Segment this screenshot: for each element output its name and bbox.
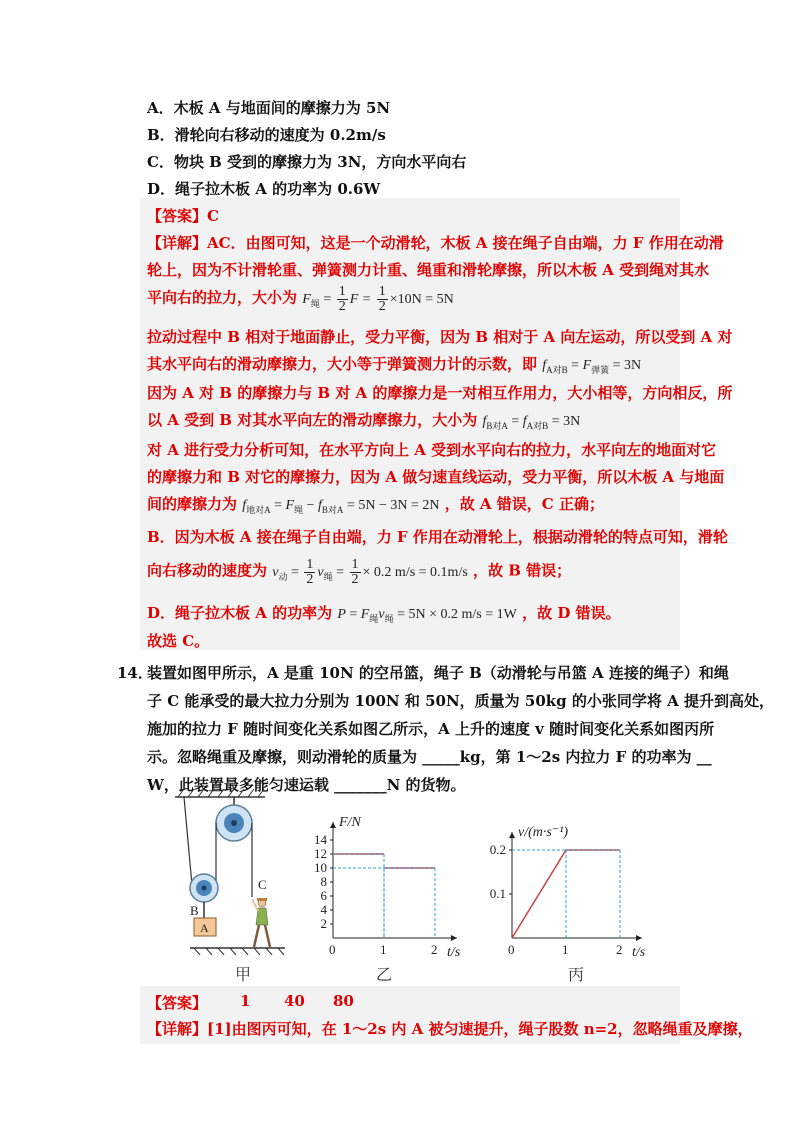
y-axis-label: v/(m·s⁻¹) <box>518 825 569 840</box>
series-line <box>512 850 620 938</box>
pulley-diagram <box>170 785 305 965</box>
answer14-value-3: 80 <box>333 992 354 1010</box>
detail-line-3 <box>147 285 454 314</box>
detail-line-6: 因为 A 对 B 的摩擦力与 B 对 A 的摩擦力是一对相互作用力，大小相等，方向相反，所 <box>147 384 733 402</box>
detail-line-12-end: ，故 B 错误； <box>473 561 572 580</box>
detail-line-9: 的摩擦力和 B 对它的摩擦力，因为 A 做匀速直线运动，受力平衡，所以木板 A 与地面 <box>147 468 725 486</box>
formula-v: $v_动$ = $\frac{1}{2}$ $v_绳$ = $\frac{1}{2}$ × 0.2 m/s = 0.1m/s <box>272 557 468 587</box>
q14-line-1: 装置如图甲所示，A 是重 10N 的空吊篮，绳子 B（动滑轮与吊篮 A 连接的绳子）和绳 <box>147 664 729 682</box>
answer14-label: 【答案】 <box>147 994 208 1012</box>
x-tick-label: 1 <box>562 942 569 957</box>
detail-line-2: 轮上，因为不计滑轮重、弹簧测力计重、绳重和滑轮摩擦，所以木板 A 受到绳对其水 <box>147 261 710 279</box>
y-tick-label: 10 <box>314 860 327 875</box>
formula-f-ground-value: = 5N − 3N = 2N <box>346 498 440 513</box>
detail-line-4: 拉动过程中 B 相对于地面静止，受力平衡，因为 B 相对于 A 向左运动，所以受到 A 对 <box>147 328 733 346</box>
x-tick-label: 2 <box>431 942 438 957</box>
formula-v-value: × 0.2 m/s = 0.1m/s <box>362 564 468 580</box>
figure-jia-caption: 甲 <box>235 965 252 984</box>
q14-line-2: 子 C 能承受的最大拉力分别为 100N 和 50N，质量为 50kg 的小张同学将 A 提升到高处， <box>147 692 774 710</box>
detail-line-13-text: D．绳子拉木板 A 的功率为 <box>147 604 333 622</box>
label-a: A <box>200 921 209 935</box>
option-c: C．物块 B 受到的摩擦力为 3N，方向水平向右 <box>147 153 467 171</box>
option-d: D．绳子拉木板 A 的功率为 0.6W <box>147 180 381 198</box>
formula-p-value: = 5N × 0.2 m/s = 1W <box>397 607 517 622</box>
answer-label: 【答案】C <box>147 207 219 225</box>
x-axis-arrow <box>451 935 457 941</box>
formula-f-end: ×10N = 5N <box>389 291 454 307</box>
chart-force-time <box>305 805 485 960</box>
formula-f-rope: $F_绳$ = $\frac{1}{2}$ F = $\frac{1}{2}$ ×10N = 5N <box>302 284 454 314</box>
label-c: C <box>258 877 267 892</box>
detail-line-10-text: 间的摩擦力为 <box>147 495 238 513</box>
answer14-value-1: 1 <box>240 992 251 1010</box>
chart-velocity-time <box>480 805 670 960</box>
y-tick-label: 14 <box>314 832 327 847</box>
question-number-14: 14． <box>117 664 153 682</box>
y-tick-label: 0.2 <box>489 842 506 857</box>
q14-line-5: W，此装置最多能匀速运载 _______N 的货物。 <box>147 776 466 794</box>
x-axis-arrow <box>636 935 642 941</box>
x-tick-label: 1 <box>380 942 387 957</box>
figure-yi-caption: 乙 <box>376 965 393 984</box>
detail-line-7-text: 以 A 受到 B 对其水平向左的滑动摩擦力，大小为 <box>147 411 478 429</box>
detail-line-11: B．因为木板 A 接在绳子自由端，力 F 作用在动滑轮上，根据动滑轮的特点可知，滑轮 <box>147 528 728 546</box>
formula-f-ground: $f_{地对A} = F_绳 - f_{B对A} = 5N - 3N = 2N$ <box>242 498 440 515</box>
detail-line-14: 故选 C。 <box>147 632 210 650</box>
option-a: A．木板 A 与地面间的摩擦力为 5N <box>147 99 391 117</box>
x-tick-label: 0 <box>508 942 515 957</box>
option-b: B．滑轮向右移动的速度为 0.2m/s <box>147 126 386 144</box>
formula-p: $P = F_绳v_绳 = 5N \times 0.2$ m/s = 1W <box>337 607 517 624</box>
detail-line-5-text: 其水平向右的滑动摩擦力，大小等于弹簧测力计的示数，即 <box>147 355 538 373</box>
x-tick-label: 2 <box>616 942 623 957</box>
formula-f-ba: $f_{B对A} = f_{A对B} = 3N$ <box>482 414 581 431</box>
detail-line-12 <box>147 558 571 587</box>
detail-line-10 <box>147 493 604 516</box>
formula-f-tail: F = <box>349 291 375 307</box>
y-axis-label: F/N <box>339 815 361 830</box>
detail-line-5 <box>147 353 641 376</box>
label-b: B <box>190 903 199 918</box>
formula-f-ab-value: = 3N <box>612 358 642 373</box>
y-tick-label: 2 <box>320 916 327 931</box>
y-tick-label: 8 <box>320 874 327 889</box>
y-tick-label: 4 <box>320 902 327 917</box>
q14-line-4: 示。忽略绳重及摩擦，则动滑轮的质量为 _____kg，第 1～2s 内拉力 F 的功率为 __ <box>147 748 712 766</box>
x-tick-label: 0 <box>329 942 336 957</box>
detail-line-3-text: 平向右的拉力，大小为 <box>147 288 298 307</box>
figure-bing-caption: 丙 <box>568 965 585 984</box>
x-axis-label: t/s <box>447 945 461 960</box>
formula-f-ab: $f_{A对B} = F_{弹簧} = 3N$ <box>542 358 642 375</box>
x-axis-label: t/s <box>632 945 646 960</box>
y-tick-label: 0.1 <box>489 886 506 901</box>
y-axis-arrow <box>330 822 336 828</box>
formula-f-ba-value: = 3N <box>551 414 581 429</box>
detail-line-1: 【详解】AC．由图可知，这是一个动滑轮，木板 A 接在绳子自由端，力 F 作用在动滑 <box>147 234 724 252</box>
answer14-detail: 【详解】[1]由图丙可知，在 1～2s 内 A 被匀速提升，绳子股数 n=2，忽略绳重及摩擦， <box>147 1020 753 1038</box>
detail-line-10-end: ，故 A 错误，C 正确； <box>444 495 604 513</box>
detail-line-7 <box>147 409 580 432</box>
detail-line-8: 对 A 进行受力分析可知，在水平方向上 A 受到水平向右的拉力，水平向左的地面对它 <box>147 441 717 459</box>
person <box>252 898 270 947</box>
q14-line-3: 施加的拉力 F 随时间变化关系如图乙所示，A 上升的速度 v 随时间变化关系如图丙所 <box>147 720 715 738</box>
y-tick-label: 6 <box>320 888 327 903</box>
detail-line-13 <box>147 602 621 625</box>
detail-line-13-end: ，故 D 错误。 <box>522 604 621 622</box>
detail-line-12-text: 向右移动的速度为 <box>147 561 268 580</box>
y-tick-label: 12 <box>314 846 327 861</box>
answer14-value-2: 40 <box>284 992 305 1010</box>
y-axis-arrow <box>509 832 515 838</box>
